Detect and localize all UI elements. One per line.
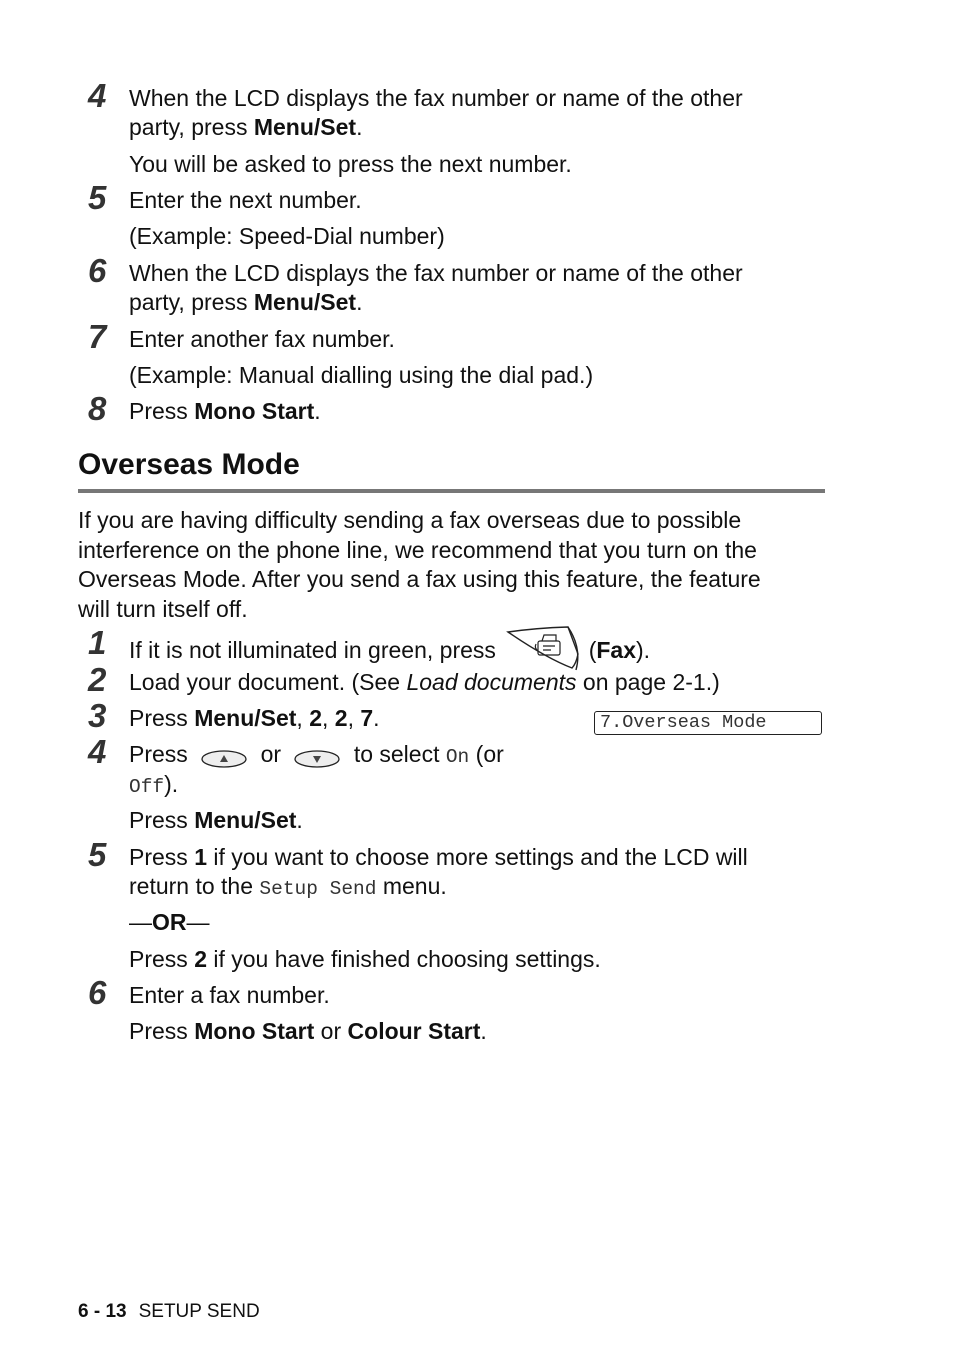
step-note: (Example: Speed-Dial number) [129, 223, 445, 249]
intro-line: If you are having difficulty sending a fax overseas due to possible [78, 507, 742, 533]
fax-button-icon [506, 624, 582, 668]
up-arrow-key-icon [200, 746, 248, 766]
step-number: 4 [88, 77, 107, 114]
step-number: 4 [88, 733, 107, 770]
intro-line: Overseas Mode. After you send a fax using this feature, the feature [78, 566, 761, 592]
step-number: 1 [88, 624, 107, 661]
intro-line: will turn itself off. [78, 596, 248, 622]
step-number: 2 [88, 661, 107, 698]
step-text: Press 2 if you have finished choosing settings. [129, 946, 601, 972]
step-text: Off). [129, 771, 179, 798]
step-number: 6 [88, 252, 107, 289]
page-number: 6 - 13 [78, 1301, 127, 1322]
step-text: party, press Menu/Set. [129, 114, 363, 140]
step-text: Press Mono Start or Colour Start. [129, 1018, 487, 1044]
chapter-name: SETUP SEND [138, 1301, 260, 1322]
step-number: 8 [88, 390, 107, 427]
heading-rule [78, 489, 825, 493]
step-text: When the LCD displays the fax number or name of the other [129, 85, 743, 111]
step-text: Load your document. (See Load documents on page 2-1.) [129, 669, 720, 695]
step-text: When the LCD displays the fax number or name of the other [129, 260, 743, 286]
step-number: 7 [88, 318, 107, 355]
step-text: Press Mono Start. [129, 398, 321, 424]
step-text: party, press Menu/Set. [129, 289, 363, 315]
step-number: 6 [88, 974, 107, 1011]
page-footer [78, 1300, 260, 1324]
step-text: return to the Setup Send menu. [129, 873, 447, 900]
lcd-display: 7.Overseas Mode [594, 711, 822, 735]
step-text: Enter a fax number. [129, 982, 330, 1008]
step-number: 5 [88, 836, 107, 873]
or-separator: —OR— [129, 909, 210, 935]
step-text: Press 1 if you want to choose more settings and the LCD will [129, 844, 748, 870]
step-note: You will be asked to press the next number. [129, 151, 572, 177]
step-note: (Example: Manual dialling using the dial pad.) [129, 362, 594, 388]
step-text: Press or to select On (or [129, 741, 504, 768]
step-text: Press Menu/Set. [129, 807, 303, 833]
step-number: 5 [88, 179, 107, 216]
step-text: If it is not illuminated in green, press (Fax). [129, 630, 650, 674]
intro-line: interference on the phone line, we recommend that you turn on the [78, 537, 757, 563]
step-text: Enter the next number. [129, 187, 362, 213]
step-text: Enter another fax number. [129, 326, 395, 352]
section-heading: Overseas Mode [78, 448, 300, 481]
down-arrow-key-icon [293, 746, 341, 766]
step-text: Press Menu/Set, 2, 2, 7. [129, 705, 380, 731]
step-number: 3 [88, 697, 107, 734]
